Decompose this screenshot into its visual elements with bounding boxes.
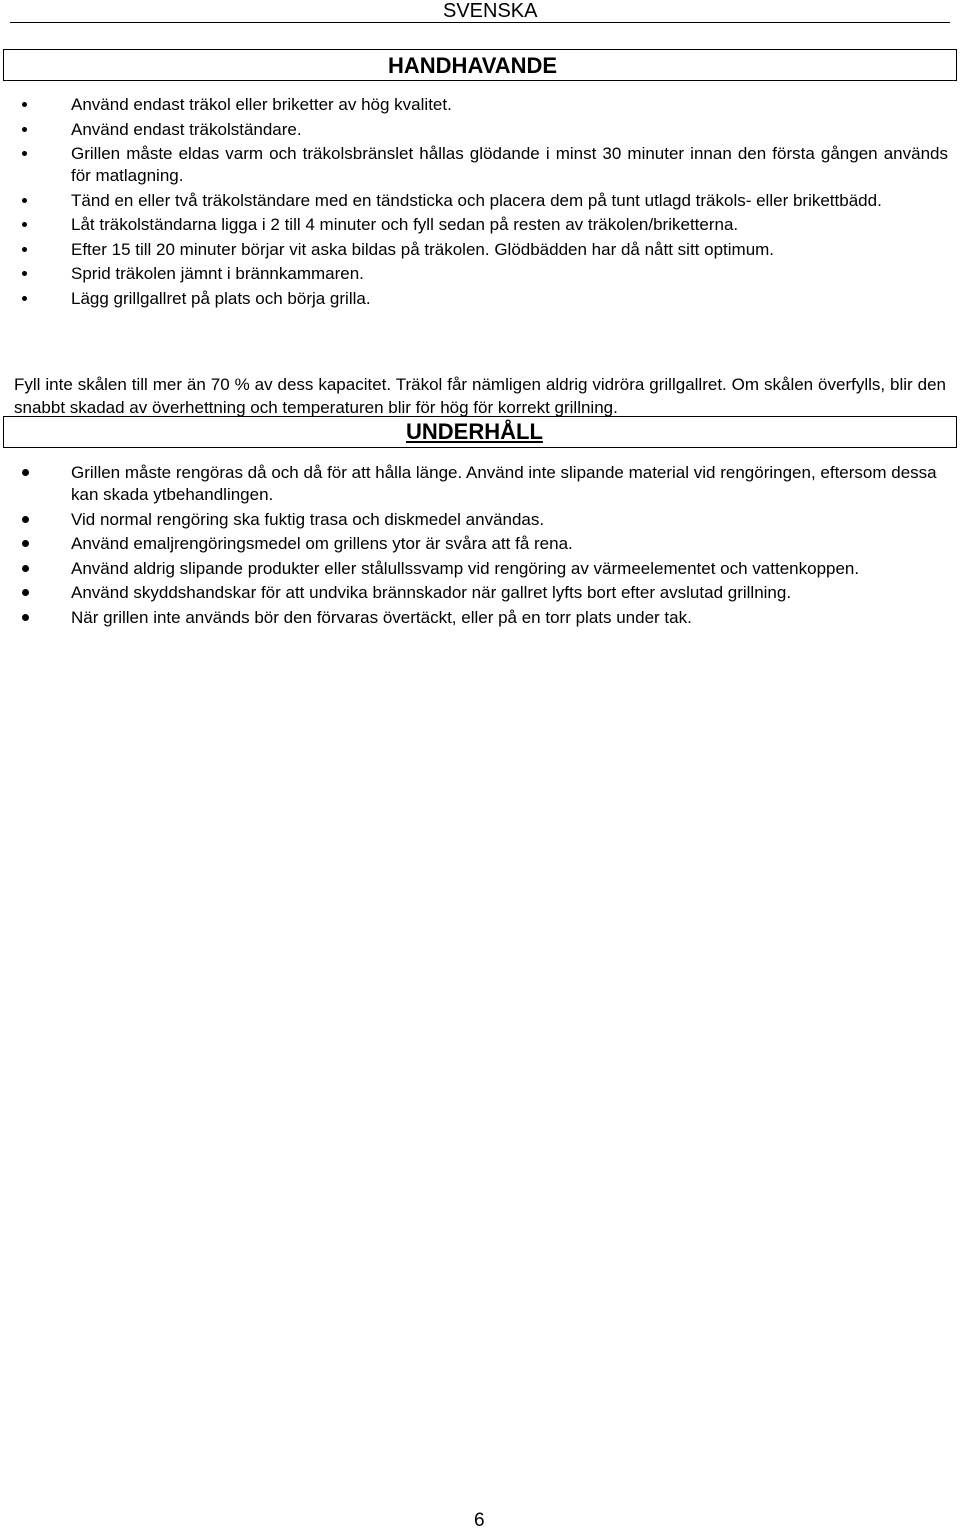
list-item	[0, 214, 960, 236]
list-item-text: Låt träkolständarna ligga i 2 till 4 minuter och fyll sedan på resten av träkolen/briketterna.	[71, 215, 739, 234]
underhall-list	[0, 462, 960, 631]
bullet-icon	[22, 516, 29, 523]
list-item	[0, 94, 960, 116]
list-item-text: Använd aldrig slipande produkter eller stålullssvamp vid rengöring av värmeelementet och vattenkoppen.	[71, 558, 860, 578]
page-header	[10, 0, 950, 23]
list-item-text: Lägg grillgallret på plats och börja grilla.	[71, 288, 371, 308]
bullet-icon	[22, 247, 27, 252]
handhavande-list	[0, 94, 960, 312]
list-item	[0, 119, 960, 141]
bullet-icon	[22, 127, 27, 132]
list-item-text: Tänd en eller två träkolständare med en tändsticka och placera dem på tunt utlagd träkols- eller brikettbädd.	[71, 190, 882, 210]
bullet-icon	[22, 151, 27, 156]
bullet-icon	[22, 271, 27, 276]
list-item	[0, 533, 960, 555]
list-item-text: Använd endast träkolständare.	[71, 119, 302, 139]
list-item-text: Grillen måste rengöras då och då för att hålla länge. Använd inte slipande material vid rengöringen, eftersom dessa kan skada ytbehandlingen.	[71, 463, 937, 504]
list-item	[0, 582, 960, 604]
list-item-text: Grillen måste eldas varm och träkolsbränslet hållas glödande i minst 30 minuter innan den första gången används för matlagning.	[71, 144, 948, 185]
list-item-text: Använd endast träkol eller briketter av hög kvalitet.	[71, 95, 452, 114]
bullet-icon	[22, 198, 27, 203]
list-item	[0, 607, 960, 629]
bullet-icon	[22, 565, 29, 572]
list-item-text: Sprid träkolen jämnt i brännkammaren.	[71, 264, 364, 283]
bullet-icon	[22, 296, 27, 301]
bullet-icon	[22, 614, 29, 621]
section-title-underhall: UNDERHÅLL	[406, 419, 543, 444]
list-item	[0, 263, 960, 285]
bullet-icon	[22, 589, 29, 596]
list-item	[0, 509, 960, 531]
list-item	[0, 143, 960, 187]
bullet-icon	[22, 540, 29, 547]
list-item-text: Använd skyddshandskar för att undvika brännskador när gallret lyfts bort efter avslutad grillning.	[71, 583, 792, 602]
bullet-icon	[22, 469, 29, 476]
bullet-icon	[22, 102, 27, 107]
section-title-handhavande: HANDHAVANDE	[388, 53, 558, 78]
list-item	[0, 190, 960, 212]
list-item-text: Använd emaljrengöringsmedel om grillens ytor är svåra att få rena.	[71, 534, 573, 553]
header-language: SVENSKA	[443, 0, 538, 22]
list-item	[0, 288, 960, 310]
list-item-text: Efter 15 till 20 minuter börjar vit aska bildas på träkolen. Glödbädden har då nått sitt optimum.	[71, 239, 775, 259]
bullet-icon	[22, 222, 27, 227]
list-item-text: När grillen inte används bör den förvaras övertäckt, eller på en torr plats under tak.	[71, 607, 692, 627]
page-number: 6	[474, 1510, 485, 1531]
list-item	[0, 558, 960, 580]
list-item	[0, 462, 960, 506]
capacity-note: Fyll inte skålen till mer än 70 % av dess kapacitet. Träkol får nämligen aldrig vidröra grillgallret. Om skålen överfylls, blir den snabbt skadad av överhettning och temperaturen blir för hög för korrekt grillning.	[14, 375, 946, 417]
list-item-text: Vid normal rengöring ska fuktig trasa och diskmedel användas.	[71, 509, 545, 529]
list-item	[0, 239, 960, 261]
